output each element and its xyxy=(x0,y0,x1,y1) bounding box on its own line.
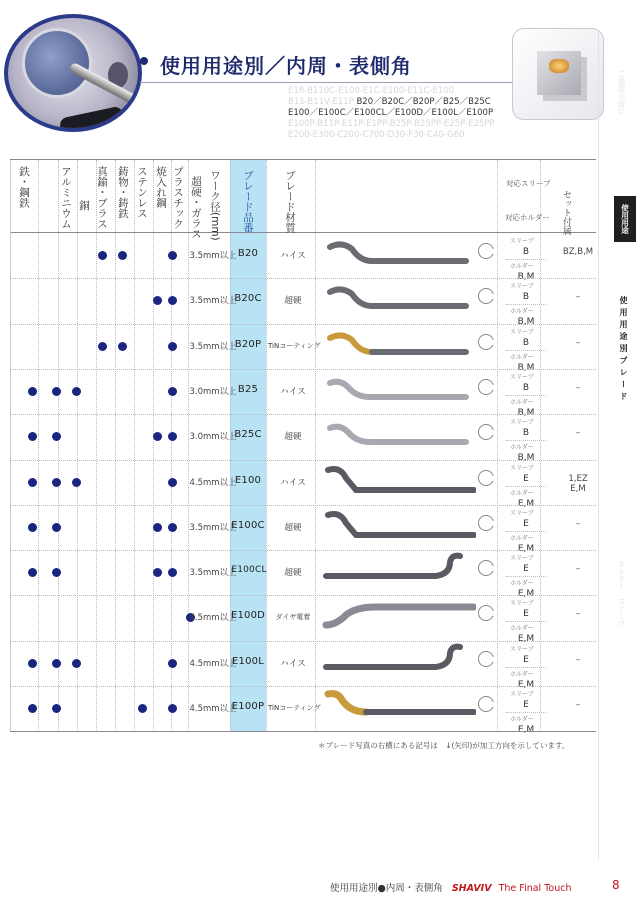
blade-code: E100P xyxy=(231,701,265,712)
material-dot xyxy=(153,432,162,441)
blade-code: E100C xyxy=(231,519,265,531)
col-carbide-glass: 超硬・ガラス xyxy=(190,176,202,239)
blade-photo xyxy=(316,686,476,731)
cube-icon xyxy=(537,51,581,95)
sleeve-holder-cell xyxy=(506,282,546,327)
set-included: – xyxy=(575,428,581,439)
set-included: – xyxy=(575,382,581,393)
sleeve-value: E xyxy=(523,564,529,575)
title-underline xyxy=(140,82,530,83)
sleeve-value: B xyxy=(522,428,530,439)
blade-code: B20 xyxy=(237,248,259,259)
material-dot xyxy=(153,296,162,305)
direction-arrow-icon xyxy=(478,560,494,576)
holder-value: B,M xyxy=(517,453,535,464)
footer-section: 使用用途別●内周・表側角 xyxy=(330,883,443,894)
set-included: – xyxy=(575,564,581,575)
blade-code: B25C xyxy=(234,429,262,441)
table-row xyxy=(10,369,596,418)
model-line: E100／E100C／E100CL／E100D／E100L／E100P xyxy=(288,108,494,118)
holder-label: ホルダー xyxy=(510,263,534,270)
table-top-border xyxy=(10,159,596,160)
sleeve-value: B xyxy=(522,247,530,257)
holder-value: E,M xyxy=(517,725,535,735)
col-iron-steel: 鉄・鋼鉄 xyxy=(18,166,30,208)
sidebar-faint-text: ホルダー スリーブ xyxy=(617,560,626,628)
material-dot xyxy=(168,296,177,305)
material-dot xyxy=(168,432,177,441)
col-cast: 鋳物・鋳鉄 xyxy=(117,166,129,219)
material-dot xyxy=(72,659,81,668)
material-dot xyxy=(52,659,61,668)
header-photo xyxy=(4,14,142,132)
blade-code: E100CL xyxy=(231,565,267,576)
material-dot xyxy=(98,251,107,260)
page-title: 使用用途別／内周・表側角 xyxy=(160,54,412,78)
col-aluminium: アルミニウム xyxy=(60,166,72,229)
blade-photo xyxy=(316,505,476,550)
col-sleeve: 対応スリーブ xyxy=(506,179,551,188)
set-included: – xyxy=(575,518,581,529)
inner-edge-icon xyxy=(549,59,569,73)
sleeve-label: スリーブ xyxy=(510,238,534,245)
sleeve-label: スリーブ xyxy=(510,464,534,472)
holder-label: ホルダー xyxy=(510,716,534,723)
material-dot xyxy=(52,432,61,441)
table-row xyxy=(10,233,596,282)
material-dot xyxy=(72,387,81,396)
holder-value: B,M xyxy=(517,317,535,328)
col-blade-code: ブレード品番 xyxy=(242,170,254,233)
blade-code: B20P xyxy=(234,338,262,350)
work-diameter: 3.5mm以上 xyxy=(189,522,237,533)
table-row xyxy=(10,278,596,328)
sleeve-label: スリーブ xyxy=(510,283,534,291)
model-list xyxy=(288,86,523,141)
holder-label: ホルダー xyxy=(510,625,534,633)
blade-code: B20C xyxy=(234,293,262,305)
material-dot xyxy=(28,568,37,577)
blade-photo xyxy=(316,414,476,459)
direction-arrow-icon xyxy=(478,379,494,395)
col-hardened: 焼入れ鋼 xyxy=(155,166,167,208)
sleeve-label: スリーブ xyxy=(510,600,534,608)
direction-arrow-icon xyxy=(478,334,494,350)
cube-illustration xyxy=(512,28,604,120)
blade-photo xyxy=(316,233,476,278)
model-line-faint: E1R-B110C-E100-E1C-E100-E11C-E100 xyxy=(288,86,455,96)
footnote: ＊ブレード写真の右横にある記号は ↓(矢印)が加工方向を示しています。 xyxy=(318,741,570,750)
material-dot xyxy=(118,342,127,351)
table-row xyxy=(10,505,596,554)
holder-value: B,M xyxy=(517,362,535,373)
col-copper: 銅 xyxy=(78,200,90,211)
work-diameter: 4.5mm以上 xyxy=(189,613,237,624)
direction-arrow-icon xyxy=(478,605,494,621)
material-dot xyxy=(28,704,37,713)
model-line: B20／B20C／B20P／B25／B25C xyxy=(356,97,491,107)
model-line-faint: E100P-B11P-E11P-E1PP-B25P-B25PP-E25P-E25PP xyxy=(288,119,495,129)
blade-material: 超硬 xyxy=(284,568,302,579)
sleeve-label: スリーブ xyxy=(510,509,534,517)
page-number: 8 xyxy=(612,878,620,892)
material-dot xyxy=(52,478,61,487)
blade-photo xyxy=(316,324,476,369)
work-diameter: 4.5mm以上 xyxy=(189,658,237,669)
material-dot xyxy=(168,387,177,396)
blade-photo xyxy=(316,460,476,505)
sleeve-value: B xyxy=(522,292,530,303)
blade-material: ダイヤ電着 xyxy=(275,613,311,622)
table-row xyxy=(10,595,596,645)
tool-handle xyxy=(59,106,126,132)
table-row xyxy=(10,641,596,690)
holder-value: E,M xyxy=(517,679,535,690)
material-dot xyxy=(52,704,61,713)
sleeve-holder-cell xyxy=(506,328,546,373)
set-included: – xyxy=(575,654,581,665)
title-bullet xyxy=(140,57,148,65)
col-holder: 対応ホルダー xyxy=(505,213,550,222)
sleeve-value: E xyxy=(523,700,529,710)
material-dot xyxy=(168,568,177,577)
set-included: – xyxy=(575,609,581,620)
sleeve-holder-cell xyxy=(506,418,546,463)
holder-value: B,M xyxy=(517,407,535,418)
brand-logo: SHAVIV xyxy=(451,883,492,894)
direction-arrow-icon xyxy=(478,470,494,486)
blade-photo xyxy=(316,595,476,640)
footer xyxy=(330,880,571,894)
sleeve-holder-cell xyxy=(506,509,546,554)
sleeve-holder-cell xyxy=(506,690,546,735)
work-diameter: 3.0mm以上 xyxy=(189,432,237,443)
material-dot xyxy=(28,478,37,487)
sidebar-divider xyxy=(598,30,599,860)
set-included: 1,EZ E,M xyxy=(568,473,588,494)
sleeve-value: E xyxy=(523,654,529,665)
holder-label: ホルダー xyxy=(510,444,534,452)
work-diameter: 3.5mm以上 xyxy=(189,341,237,352)
direction-arrow-icon xyxy=(478,243,494,259)
blade-material: TiNコーティング xyxy=(268,704,321,712)
material-dot xyxy=(52,387,61,396)
material-dot xyxy=(72,478,81,487)
table-row xyxy=(10,686,596,735)
holder-label: ホルダー xyxy=(510,308,534,316)
material-dot xyxy=(98,342,107,351)
sleeve-label: スリーブ xyxy=(510,645,534,653)
work-diameter: 4.5mm以上 xyxy=(189,477,237,488)
col-set: セット付属 xyxy=(561,190,571,235)
blade-material: ハイス xyxy=(280,386,306,397)
blade-code: B25 xyxy=(237,383,259,395)
holder-label: ホルダー xyxy=(510,670,534,678)
direction-arrow-icon xyxy=(478,515,494,531)
work-diameter: 3.5mm以上 xyxy=(189,251,237,261)
work-diameter: 4.5mm以上 xyxy=(189,704,237,714)
holder-label: ホルダー xyxy=(510,580,534,588)
material-dot xyxy=(168,478,177,487)
material-dot xyxy=(153,568,162,577)
direction-arrow-icon xyxy=(478,696,494,712)
sleeve-holder-cell xyxy=(506,554,546,599)
material-dot xyxy=(52,523,61,532)
holder-label: ホルダー xyxy=(510,534,534,542)
direction-arrow-icon xyxy=(478,651,494,667)
blade-material: 超硬 xyxy=(284,296,302,307)
table-row xyxy=(10,324,596,373)
blade-photo xyxy=(316,641,476,686)
sleeve-label: スリーブ xyxy=(510,691,534,698)
sleeve-holder-cell xyxy=(506,237,546,282)
holder-value: E,M xyxy=(517,498,535,509)
sleeve-value: B xyxy=(522,337,530,348)
material-dot xyxy=(153,523,162,532)
col-work-dia: ワーク径(mm) xyxy=(209,170,221,241)
set-included: BZ,B,M xyxy=(562,247,594,257)
blade-photo xyxy=(316,550,476,595)
material-dot xyxy=(138,704,147,713)
sleeve-value: E xyxy=(523,473,529,484)
material-dot xyxy=(28,523,37,532)
sleeve-holder-cell xyxy=(506,464,546,509)
sleeve-holder-cell xyxy=(506,599,546,644)
brand-tagline: The Final Touch xyxy=(498,883,572,894)
sleeve-holder-cell xyxy=(506,373,546,418)
set-included: – xyxy=(575,292,581,303)
blade-material: ハイス xyxy=(280,477,306,488)
holder-value: E,M xyxy=(517,589,535,600)
sleeve-label: スリーブ xyxy=(510,373,534,381)
blade-material: ハイス xyxy=(280,658,306,669)
blade-code: E100D xyxy=(230,610,266,622)
holder-label: ホルダー xyxy=(510,398,534,406)
holder-label: ホルダー xyxy=(510,353,534,361)
material-dot xyxy=(118,251,127,260)
work-diameter: 3.0mm以上 xyxy=(189,386,237,397)
sleeve-value: E xyxy=(523,518,529,529)
table-row xyxy=(10,460,596,509)
set-included: – xyxy=(575,337,581,348)
blade-code: E100 xyxy=(234,474,262,486)
material-dot xyxy=(28,432,37,441)
set-included: – xyxy=(575,700,581,710)
holder-value: E,M xyxy=(517,634,535,645)
holder-value: B,M xyxy=(517,272,535,282)
col-plastic: プラスチック xyxy=(172,166,184,229)
material-dot xyxy=(168,523,177,532)
sleeve-holder-cell xyxy=(506,645,546,690)
col-brass: 真鍮・ブラス xyxy=(96,166,108,229)
workpiece-disk xyxy=(22,28,92,98)
direction-arrow-icon xyxy=(478,424,494,440)
material-dot xyxy=(168,704,177,713)
table-row xyxy=(10,550,596,600)
table-row xyxy=(10,414,596,464)
material-dot xyxy=(168,659,177,668)
sleeve-value: E xyxy=(523,609,529,620)
sidebar-tab[interactable]: 使用用途 xyxy=(614,196,636,242)
work-diameter: 3.5mm以上 xyxy=(189,296,237,307)
title-bar xyxy=(150,46,506,80)
work-diameter: 3.5mm以上 xyxy=(189,568,237,579)
model-line-faint: E200-E300-C200-C700-D30-F30-C40-G60 xyxy=(288,130,465,140)
blade-photo xyxy=(316,278,476,323)
sleeve-value: B xyxy=(522,382,530,393)
blade-material: ハイス xyxy=(280,251,306,261)
sleeve-label: スリーブ xyxy=(510,328,534,336)
col-stainless: ステンレス xyxy=(136,166,148,219)
sidebar-section-title: 使用用途別ブレード xyxy=(619,296,628,404)
blade-code: E100L xyxy=(232,655,264,667)
col-blade-material: ブレード材質 xyxy=(284,170,296,233)
sleeve-label: スリーブ xyxy=(510,555,534,563)
direction-arrow-icon xyxy=(478,288,494,304)
material-dot xyxy=(28,659,37,668)
material-dot xyxy=(168,342,177,351)
material-dot xyxy=(52,568,61,577)
model-line-faint: B11-B11V-E11P B20／B20C／B20P／B25／B25C xyxy=(288,97,491,107)
blade-material: TiNコーティング xyxy=(268,341,321,350)
sleeve-label: スリーブ xyxy=(510,419,534,427)
material-dot xyxy=(168,251,177,260)
blade-material: 超硬 xyxy=(284,432,302,443)
sidebar-faint-text: ご使用の前に xyxy=(617,70,626,115)
blade-photo xyxy=(316,369,476,414)
holder-label: ホルダー xyxy=(510,489,534,497)
material-dot xyxy=(28,387,37,396)
holder-value: E,M xyxy=(517,543,535,554)
blade-material: 超硬 xyxy=(284,522,302,533)
